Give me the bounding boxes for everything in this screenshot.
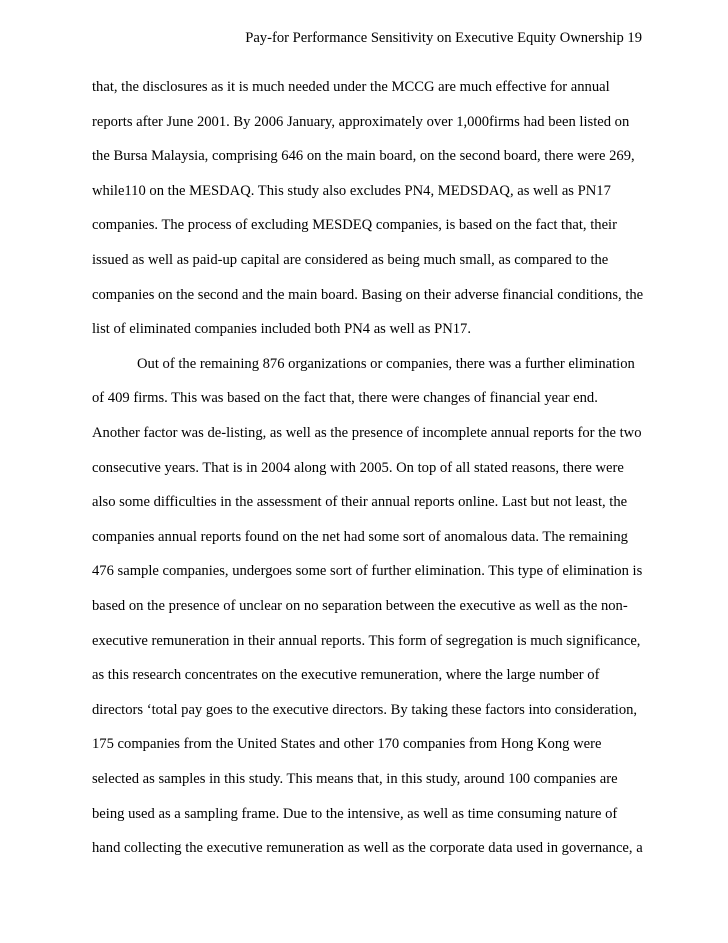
body-line: based on the presence of unclear on no separation between the executive as well as the non-	[92, 598, 628, 614]
running-head: Pay-for Performance Sensitivity on Executive Equity Ownership 19	[245, 30, 642, 46]
body-line: directors ‘total pay goes to the executive directors. By taking these factors into consideration,	[92, 701, 638, 718]
body-line: hand collecting the executive remuneration as well as the corporate data used in governance, a	[92, 840, 643, 857]
body-line: 175 companies from the United States and other 170 companies from Hong Kong were	[92, 736, 602, 753]
body-line: the Bursa Malaysia, comprising 646 on the main board, on the second board, there were 269,	[92, 148, 635, 165]
body-line: issued as well as paid-up capital are considered as being much small, as compared to the	[92, 252, 609, 268]
body-line: also some difficulties in the assessment of their annual reports online. Last but not least, the	[92, 494, 628, 511]
body-line: list of eliminated companies included both PN4 as well as PN17.	[92, 321, 471, 338]
body-line: 476 sample companies, undergoes some sort of further elimination. This type of elimination is	[92, 563, 643, 580]
body-line: consecutive years. That is in 2004 along with 2005. On top of all stated reasons, there were	[92, 459, 624, 476]
body-line: companies annual reports found on the net had some sort of anomalous data. The remaining	[92, 528, 628, 545]
body-line: while110 on the MESDAQ. This study also excludes PN4, MEDSDAQ, as well as PN17	[92, 182, 611, 199]
body-line: reports after June 2001. By 2006 January, approximately over 1,000firms had been listed on	[92, 113, 630, 130]
body-line: as this research concentrates on the executive remuneration, where the large number of	[92, 667, 600, 684]
body-line: companies on the second and the main board. Basing on their adverse financial conditions, the	[92, 286, 644, 303]
body-line: Another factor was de-listing, as well as the presence of incomplete annual reports for the two	[92, 425, 642, 441]
body-line: executive remuneration in their annual reports. This form of segregation is much significance,	[92, 632, 641, 649]
body-line: selected as samples in this study. This means that, in this study, around 100 companies are	[92, 771, 618, 787]
body-line: of 409 firms. This was based on the fact that, there were changes of financial year end.	[92, 390, 598, 407]
body-line: being used as a sampling frame. Due to the intensive, as well as time consuming nature of	[92, 805, 618, 822]
body-line: companies. The process of excluding MESDEQ companies, is based on the fact that, their	[92, 217, 617, 234]
body-line: Out of the remaining 876 organizations or companies, there was a further elimination	[137, 355, 635, 372]
body-line: that, the disclosures as it is much needed under the MCCG are much effective for annual	[92, 79, 610, 95]
